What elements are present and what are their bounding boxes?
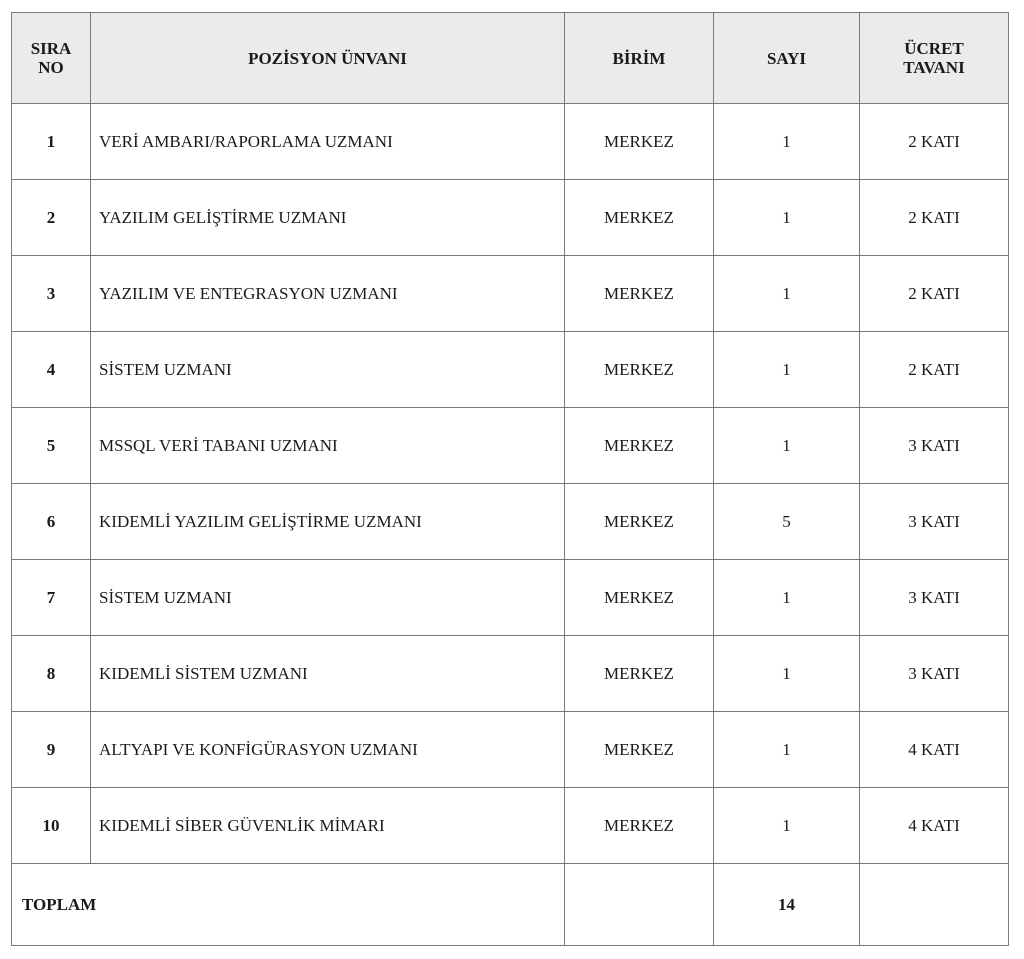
- row-ucret-tavani: 4 KATI: [860, 712, 1009, 788]
- row-sira-no: 6: [12, 484, 91, 560]
- row-birim: MERKEZ: [565, 256, 714, 332]
- row-ucret-tavani: 3 KATI: [860, 484, 1009, 560]
- row-sayi: 1: [714, 636, 860, 712]
- table-row: [12, 636, 1009, 712]
- total-unit-cell: [565, 864, 714, 946]
- row-ucret-tavani: 2 KATI: [860, 180, 1009, 256]
- header-ucret-tavani-line2: TAVANI: [903, 58, 965, 77]
- row-pozisyon-unvani: SİSTEM UZMANI: [91, 560, 565, 636]
- header-sayi: SAYI: [714, 13, 860, 104]
- table-row: [12, 256, 1009, 332]
- header-pozisyon-unvani: POZİSYON ÜNVANI: [91, 13, 565, 104]
- row-ucret-tavani: 3 KATI: [860, 408, 1009, 484]
- row-sayi: 1: [714, 332, 860, 408]
- row-sira-no: 7: [12, 560, 91, 636]
- row-sira-no: 8: [12, 636, 91, 712]
- table-row: [12, 104, 1009, 180]
- row-ucret-tavani: 3 KATI: [860, 636, 1009, 712]
- row-pozisyon-unvani: YAZILIM GELİŞTİRME UZMANI: [91, 180, 565, 256]
- total-salary-cell: [860, 864, 1009, 946]
- row-sayi: 1: [714, 180, 860, 256]
- row-ucret-tavani: 2 KATI: [860, 256, 1009, 332]
- table-row: [12, 484, 1009, 560]
- header-ucret-tavani-line1: ÜCRET: [904, 39, 964, 58]
- row-sayi: 1: [714, 560, 860, 636]
- row-birim: MERKEZ: [565, 332, 714, 408]
- total-row: [12, 864, 1009, 946]
- row-pozisyon-unvani: ALTYAPI VE KONFİGÜRASYON UZMANI: [91, 712, 565, 788]
- total-label: TOPLAM: [12, 864, 91, 946]
- row-pozisyon-unvani: KIDEMLİ SİSTEM UZMANI: [91, 636, 565, 712]
- table-row: [12, 408, 1009, 484]
- row-ucret-tavani: 3 KATI: [860, 560, 1009, 636]
- row-ucret-tavani: 4 KATI: [860, 788, 1009, 864]
- header-row: [12, 13, 1009, 104]
- row-sira-no: 1: [12, 104, 91, 180]
- row-sira-no: 2: [12, 180, 91, 256]
- header-ucret-tavani: [860, 13, 1009, 104]
- row-sira-no: 4: [12, 332, 91, 408]
- row-sayi: 1: [714, 256, 860, 332]
- total-count: 14: [714, 864, 860, 946]
- row-pozisyon-unvani: MSSQL VERİ TABANI UZMANI: [91, 408, 565, 484]
- row-sayi: 5: [714, 484, 860, 560]
- row-birim: MERKEZ: [565, 788, 714, 864]
- row-pozisyon-unvani: KIDEMLİ SİBER GÜVENLİK MİMARI: [91, 788, 565, 864]
- row-pozisyon-unvani: YAZILIM VE ENTEGRASYON UZMANI: [91, 256, 565, 332]
- row-birim: MERKEZ: [565, 104, 714, 180]
- row-birim: MERKEZ: [565, 636, 714, 712]
- row-birim: MERKEZ: [565, 484, 714, 560]
- header-sira-no: [12, 13, 91, 104]
- table-row: [12, 712, 1009, 788]
- row-sayi: 1: [714, 104, 860, 180]
- table-header: [12, 13, 1009, 104]
- row-sira-no: 10: [12, 788, 91, 864]
- row-sayi: 1: [714, 788, 860, 864]
- table-body: [12, 104, 1009, 864]
- row-ucret-tavani: 2 KATI: [860, 104, 1009, 180]
- row-sayi: 1: [714, 712, 860, 788]
- header-sira-no-line1: SIRA: [30, 39, 72, 58]
- row-sira-no: 9: [12, 712, 91, 788]
- table-row: [12, 180, 1009, 256]
- table-footer: [12, 864, 1009, 946]
- positions-table: [11, 12, 1009, 946]
- row-ucret-tavani: 2 KATI: [860, 332, 1009, 408]
- header-birim: BİRİM: [565, 13, 714, 104]
- table-row: [12, 788, 1009, 864]
- row-birim: MERKEZ: [565, 180, 714, 256]
- row-pozisyon-unvani: SİSTEM UZMANI: [91, 332, 565, 408]
- row-sayi: 1: [714, 408, 860, 484]
- table-row: [12, 332, 1009, 408]
- row-birim: MERKEZ: [565, 712, 714, 788]
- total-blank-cell: [91, 864, 565, 946]
- row-sira-no: 5: [12, 408, 91, 484]
- row-pozisyon-unvani: VERİ AMBARI/RAPORLAMA UZMANI: [91, 104, 565, 180]
- table-row: [12, 560, 1009, 636]
- row-birim: MERKEZ: [565, 560, 714, 636]
- row-birim: MERKEZ: [565, 408, 714, 484]
- row-pozisyon-unvani: KIDEMLİ YAZILIM GELİŞTİRME UZMANI: [91, 484, 565, 560]
- row-sira-no: 3: [12, 256, 91, 332]
- header-sira-no-line2: NO: [38, 58, 64, 77]
